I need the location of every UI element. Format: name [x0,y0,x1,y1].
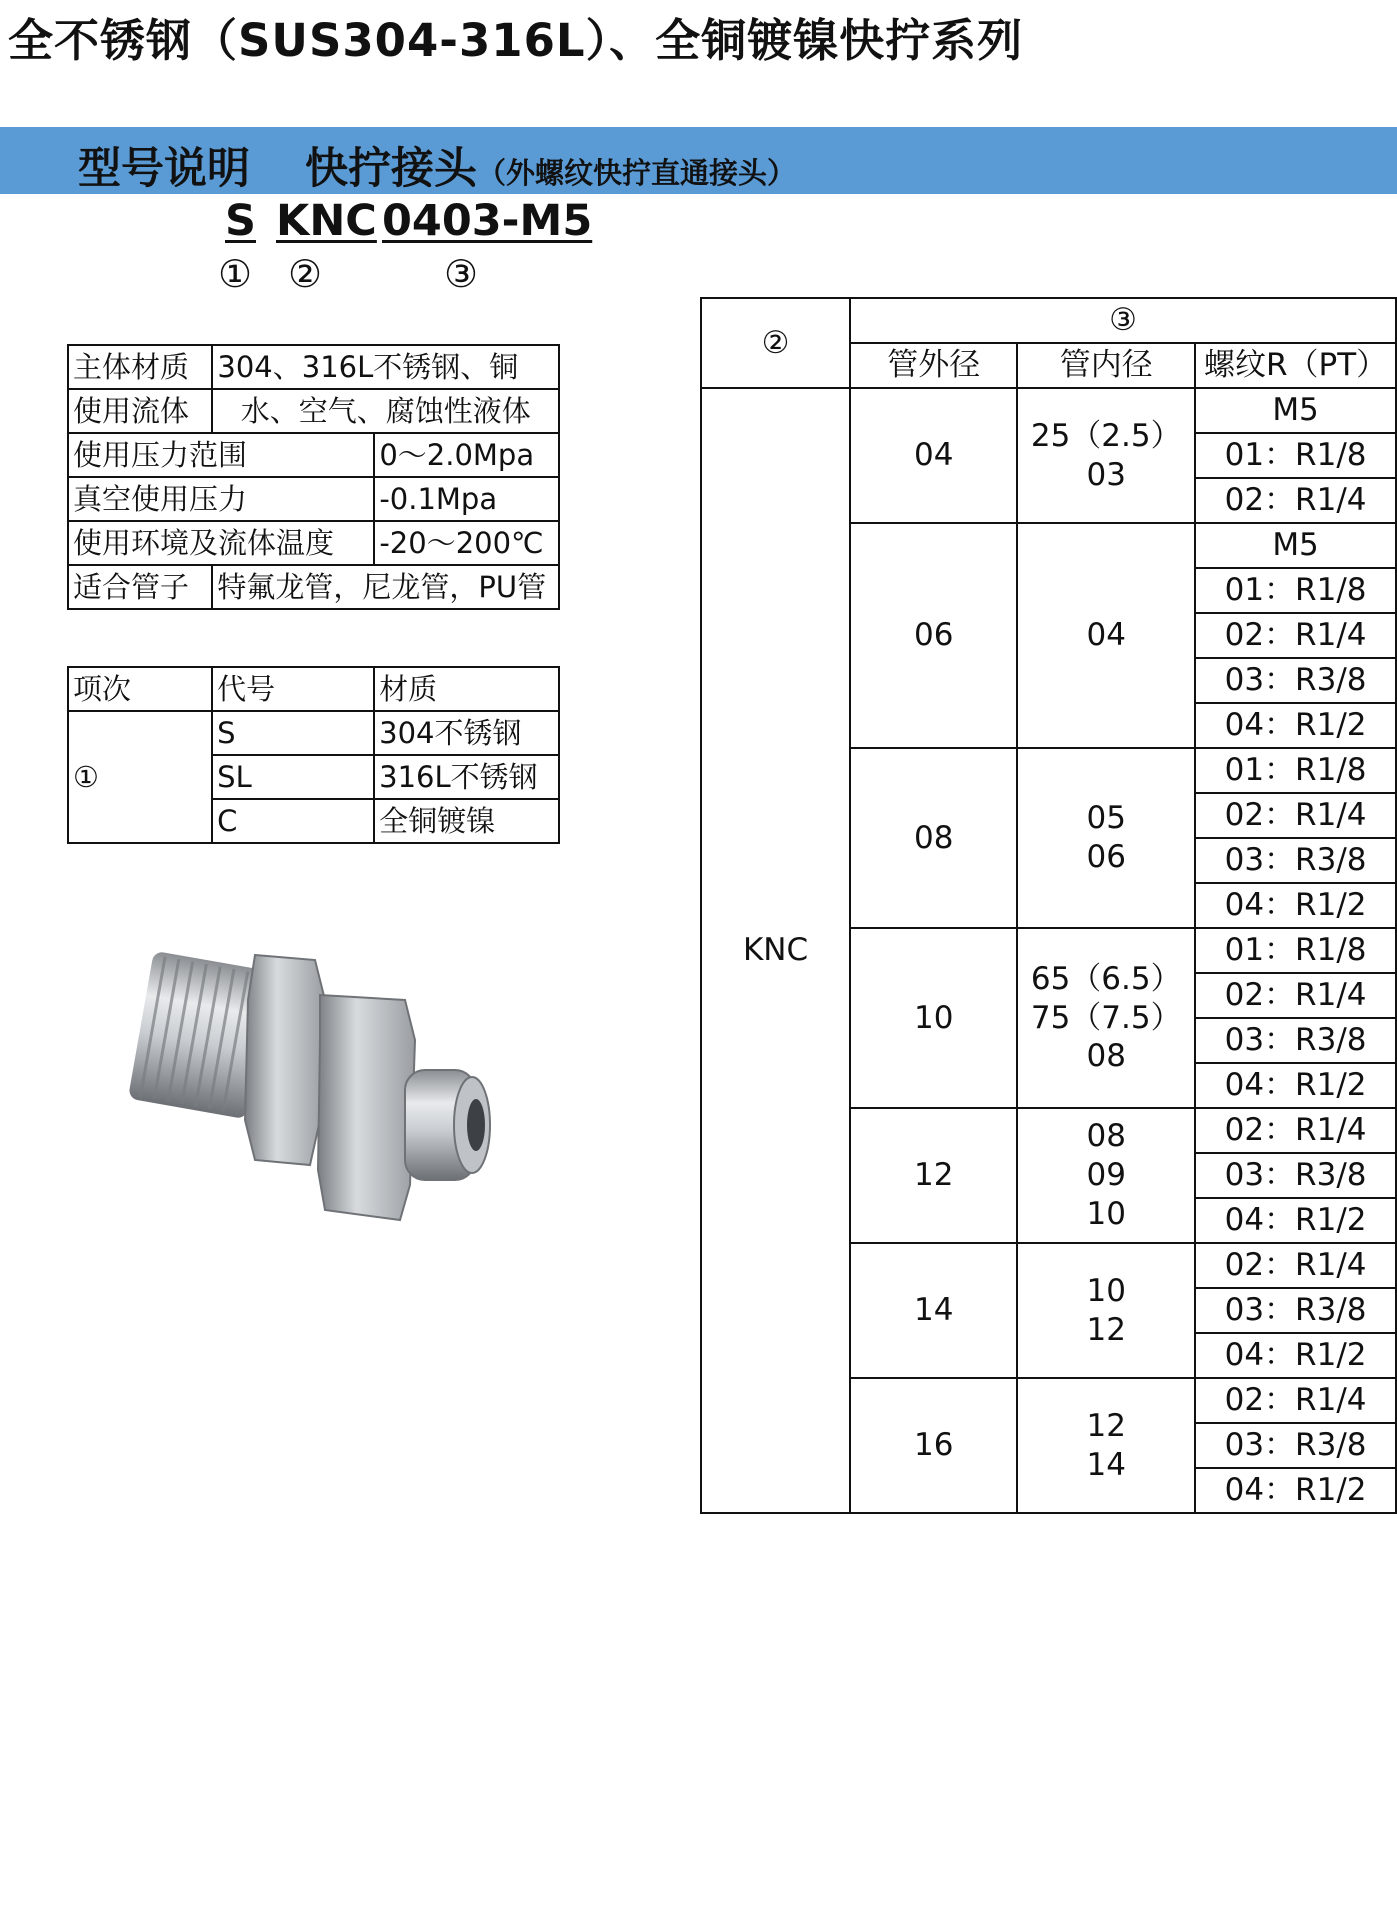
spec-label: 主体材质 [68,345,212,389]
thread-spec: 04：R1/2 [1195,1198,1396,1243]
thread-spec: 03：R3/8 [1195,838,1396,883]
spec-value: 水、空气、腐蚀性液体 [212,389,559,433]
material-name: 316L不锈钢 [374,755,559,799]
model-code-part-1: S [225,196,256,246]
banner-sub-title: 快拧接头（外螺纹快拧直通接头） [305,144,797,194]
inner-diameter [1017,388,1195,523]
spec-label: 适合管子 [68,565,212,609]
inner-diameter [1017,1378,1195,1513]
item-number: ① [68,711,212,843]
table-row [68,477,559,521]
thread-spec: 03：R3/8 [1195,658,1396,703]
column-header: ③ [850,298,1396,343]
spec-value: 特氟龙管，尼龙管，PU管 [212,565,559,609]
table-row [68,521,559,565]
spec-label: 使用压力范围 [68,433,374,477]
table-row [68,345,559,389]
material-code: C [212,799,374,843]
thread-spec: 04：R1/2 [1195,1333,1396,1378]
material-name: 304不锈钢 [374,711,559,755]
inner-diameter-value: 09 [1086,1157,1126,1194]
outer-diameter: 10 [850,928,1017,1108]
inner-diameter [1017,523,1195,748]
column-header: 管内径 [1017,343,1195,388]
thread-spec: 03：R3/8 [1195,1423,1396,1468]
material-code: S [212,711,374,755]
material-name: 全铜镀镍 [374,799,559,843]
thread-spec: 02：R1/4 [1195,478,1396,523]
inner-diameter-value: 08 [1086,1118,1126,1155]
thread-spec: M5 [1195,523,1396,568]
code-marker-3: ③ [444,252,479,296]
hex-nut-1 [245,955,325,1165]
table-row [68,711,559,755]
inner-diameter-value: 04 [1086,617,1126,654]
inner-diameter [1017,1243,1195,1378]
spec-table [67,344,560,610]
spec-value: -0.1Mpa [374,477,559,521]
thread-spec: 04：R1/2 [1195,1063,1396,1108]
page-title: 全不锈钢（SUS304-316L）、全铜镀镍快拧系列 [8,14,1024,67]
column-header: 管外径 [850,343,1017,388]
inner-diameter-value: 10 [1086,1195,1126,1232]
table-row [701,388,1396,433]
inner-diameter-value: 12 [1086,1407,1126,1444]
section-banner [0,127,1397,194]
spec-label: 使用环境及流体温度 [68,521,374,565]
thread-spec: 04：R1/2 [1195,703,1396,748]
spec-label: 真空使用压力 [68,477,374,521]
thread-spec: 02：R1/4 [1195,613,1396,658]
thread-spec: 01：R1/8 [1195,433,1396,478]
column-header: ② [701,298,850,388]
thread-spec: M5 [1195,388,1396,433]
outer-diameter: 06 [850,523,1017,748]
outer-diameter: 14 [850,1243,1017,1378]
inner-diameter-value: 25（2.5） [1030,417,1182,454]
code-marker-2: ② [288,252,323,296]
inner-diameter-value: 10 [1086,1272,1126,1309]
inner-diameter-value: 05 [1086,800,1126,837]
hex-nut-2 [318,995,415,1220]
banner-main-title: 型号说明 [78,144,250,194]
column-header: 螺纹R（PT） [1195,343,1396,388]
thread-spec: 01：R1/8 [1195,748,1396,793]
thread-spec: 02：R1/4 [1195,793,1396,838]
model-table [700,297,1397,1514]
spec-value: 0～2.0Mpa [374,433,559,477]
inner-diameter [1017,928,1195,1108]
thread-spec: 04：R1/2 [1195,1468,1396,1513]
inner-diameter [1017,1108,1195,1243]
table-row [68,667,559,711]
thread-spec: 03：R3/8 [1195,1288,1396,1333]
spec-label: 使用流体 [68,389,212,433]
table-row [68,433,559,477]
outer-diameter: 16 [850,1378,1017,1513]
banner-paren: （外螺纹快拧直通接头） [477,156,797,190]
model-code-part-2: KNC [276,196,377,246]
inner-diameter-value: 12 [1086,1311,1126,1348]
thread-spec: 03：R3/8 [1195,1018,1396,1063]
material-code: SL [212,755,374,799]
inner-diameter-value: 75（7.5） [1030,999,1182,1036]
thread-spec: 02：R1/4 [1195,1243,1396,1288]
inner-diameter [1017,748,1195,928]
column-header: 代号 [212,667,374,711]
spec-value: 304、316L不锈钢、铜 [212,345,559,389]
inner-diameter-value: 03 [1086,456,1126,493]
inner-diameter-value: 65（6.5） [1030,960,1182,997]
thread-spec: 02：R1/4 [1195,1378,1396,1423]
outer-diameter: 04 [850,388,1017,523]
outer-diameter: 08 [850,748,1017,928]
thread-spec: 03：R3/8 [1195,1153,1396,1198]
inner-diameter-value: 14 [1086,1446,1126,1483]
inner-diameter-value: 08 [1086,1038,1126,1075]
thread-spec: 02：R1/4 [1195,1108,1396,1153]
table-row [68,565,559,609]
model-code-part-3: 0403-M5 [382,196,593,246]
thread-spec: 04：R1/2 [1195,883,1396,928]
code-marker-1: ① [218,252,253,296]
thread-spec: 01：R1/8 [1195,568,1396,613]
thread-spec: 02：R1/4 [1195,973,1396,1018]
series-name: KNC [701,388,850,1513]
column-header: 材质 [374,667,559,711]
table-row [68,389,559,433]
column-header: 项次 [68,667,212,711]
inner-diameter-value: 06 [1086,839,1126,875]
thread-spec: 01：R1/8 [1195,928,1396,973]
spec-value: -20～200℃ [374,521,559,565]
outer-diameter: 12 [850,1108,1017,1243]
product-photo [120,920,520,1240]
material-table [67,666,560,844]
table-row [701,298,1396,343]
